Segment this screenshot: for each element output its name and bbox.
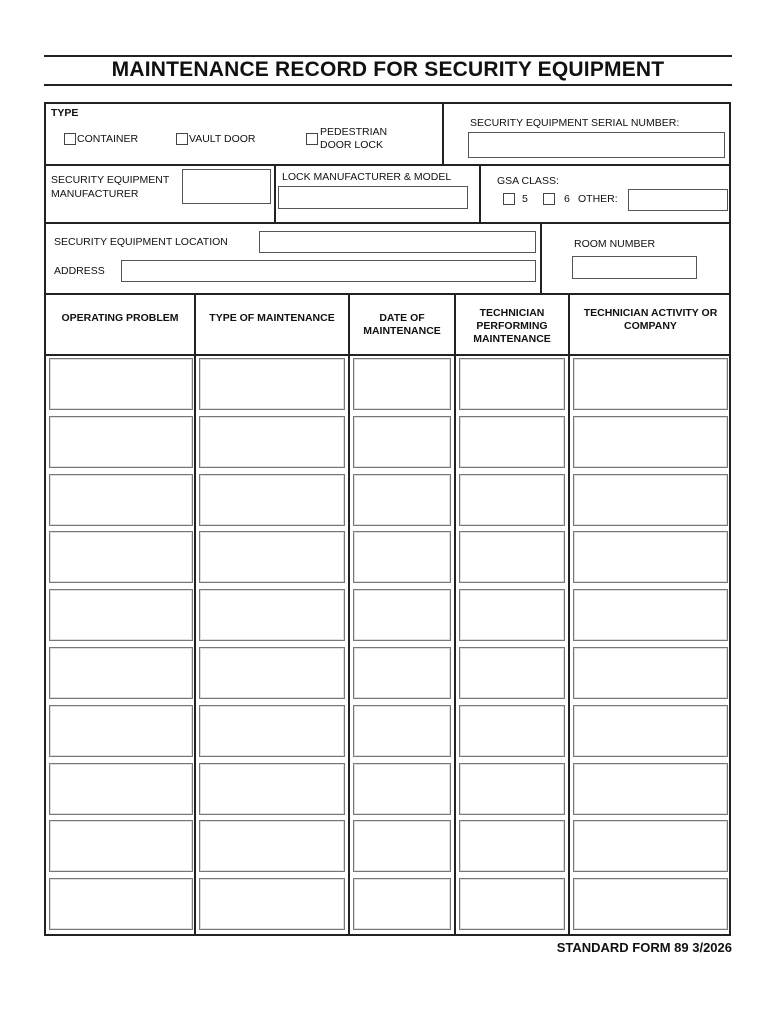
address-field[interactable] (121, 260, 536, 282)
record-cell-operating-problem[interactable] (49, 416, 193, 468)
column-header-technician: TECHNICIAN PERFORMING MAINTENANCE (473, 307, 551, 345)
column-divider (568, 293, 570, 936)
address-label: ADDRESS (54, 265, 105, 277)
record-cell-technician-performing[interactable] (459, 763, 565, 815)
column-header-technician-activity: TECHNICIAN ACTIVITY OR COMPANY (583, 307, 718, 332)
lock-manufacturer-field[interactable] (278, 186, 468, 209)
type-label: TYPE (51, 107, 79, 119)
record-cell-technician-performing[interactable] (459, 358, 565, 410)
gsa-class-5-label: 5 (522, 193, 528, 205)
record-cell-operating-problem[interactable] (49, 878, 193, 930)
record-cell-date-of-maintenance[interactable] (353, 820, 451, 872)
column-header-type-of-maintenance: TYPE OF MAINTENANCE (209, 312, 335, 324)
record-cell-date-of-maintenance[interactable] (353, 416, 451, 468)
record-cell-technician-activity[interactable] (573, 531, 728, 583)
record-cell-operating-problem[interactable] (49, 763, 193, 815)
record-cell-date-of-maintenance[interactable] (353, 763, 451, 815)
pedestrian-label: PEDESTRIAN (320, 126, 388, 138)
location-field[interactable] (259, 231, 536, 253)
record-cell-operating-problem[interactable] (49, 531, 193, 583)
record-cell-type-of-maintenance[interactable] (199, 763, 345, 815)
container-label: CONTAINER (77, 133, 139, 145)
column-header-operating-problem: OPERATING PROBLEM (61, 312, 179, 324)
record-cell-date-of-maintenance[interactable] (353, 474, 451, 526)
record-cell-type-of-maintenance[interactable] (199, 589, 345, 641)
record-cell-technician-activity[interactable] (573, 358, 728, 410)
top-rule (44, 55, 732, 57)
record-cell-technician-activity[interactable] (573, 416, 728, 468)
gsa-other-label: OTHER: (578, 193, 618, 205)
gsa-class-6-checkbox[interactable] (543, 193, 555, 205)
container-checkbox[interactable] (64, 133, 76, 145)
record-cell-operating-problem[interactable] (49, 358, 193, 410)
column-header-date-of-maintenance: DATE OF MAINTENANCE (363, 312, 441, 337)
serial-number-label: SECURITY EQUIPMENT SERIAL NUMBER: (470, 117, 680, 129)
record-cell-type-of-maintenance[interactable] (199, 705, 345, 757)
record-cell-technician-performing[interactable] (459, 474, 565, 526)
room-number-label: ROOM NUMBER (574, 238, 656, 250)
gsa-other-field[interactable] (628, 189, 728, 211)
record-cell-operating-problem[interactable] (49, 474, 193, 526)
divider (479, 164, 481, 222)
record-cell-technician-performing[interactable] (459, 878, 565, 930)
pedestrian-door-lock-checkbox[interactable] (306, 133, 318, 145)
record-cell-type-of-maintenance[interactable] (199, 474, 345, 526)
door-lock-label: DOOR LOCK (320, 139, 384, 151)
record-cell-operating-problem[interactable] (49, 705, 193, 757)
record-cell-technician-activity[interactable] (573, 763, 728, 815)
record-cell-type-of-maintenance[interactable] (199, 647, 345, 699)
divider (46, 354, 731, 356)
divider (540, 222, 542, 293)
record-cell-type-of-maintenance[interactable] (199, 416, 345, 468)
record-cell-technician-performing[interactable] (459, 531, 565, 583)
maintenance-form (44, 102, 731, 936)
record-cell-date-of-maintenance[interactable] (353, 705, 451, 757)
serial-number-field[interactable] (468, 132, 725, 158)
record-cell-operating-problem[interactable] (49, 589, 193, 641)
record-cell-date-of-maintenance[interactable] (353, 531, 451, 583)
gsa-class-label: GSA CLASS: (497, 175, 559, 187)
record-cell-technician-activity[interactable] (573, 647, 728, 699)
record-cell-date-of-maintenance[interactable] (353, 358, 451, 410)
divider (274, 164, 276, 222)
record-cell-type-of-maintenance[interactable] (199, 878, 345, 930)
lock-manufacturer-label: LOCK MANUFACTURER & MODEL (282, 171, 452, 183)
column-divider (194, 293, 196, 936)
record-cell-type-of-maintenance[interactable] (199, 358, 345, 410)
manufacturer-label-line1: SECURITY EQUIPMENT (51, 174, 170, 186)
divider (46, 164, 731, 166)
record-cell-technician-performing[interactable] (459, 416, 565, 468)
divider (46, 222, 731, 224)
vault-door-label: VAULT DOOR (189, 133, 256, 145)
form-number: STANDARD FORM 89 3/2026 (556, 940, 732, 955)
record-cell-technician-performing[interactable] (459, 589, 565, 641)
record-cell-technician-performing[interactable] (459, 647, 565, 699)
location-label: SECURITY EQUIPMENT LOCATION (54, 236, 228, 248)
divider (46, 293, 731, 295)
record-cell-type-of-maintenance[interactable] (199, 820, 345, 872)
column-divider (348, 293, 350, 936)
room-number-field[interactable] (572, 256, 697, 279)
record-cell-type-of-maintenance[interactable] (199, 531, 345, 583)
vault-door-checkbox[interactable] (176, 133, 188, 145)
record-cell-technician-activity[interactable] (573, 820, 728, 872)
record-cell-technician-activity[interactable] (573, 474, 728, 526)
title-rule (44, 84, 732, 86)
record-cell-technician-activity[interactable] (573, 878, 728, 930)
form-title: MAINTENANCE RECORD FOR SECURITY EQUIPMENT (111, 58, 665, 81)
record-cell-date-of-maintenance[interactable] (353, 878, 451, 930)
record-cell-operating-problem[interactable] (49, 647, 193, 699)
manufacturer-label-line2: MANUFACTURER (51, 188, 139, 200)
record-cell-operating-problem[interactable] (49, 820, 193, 872)
divider (442, 104, 444, 164)
gsa-class-5-checkbox[interactable] (503, 193, 515, 205)
record-cell-technician-activity[interactable] (573, 589, 728, 641)
record-cell-date-of-maintenance[interactable] (353, 589, 451, 641)
column-divider (454, 293, 456, 936)
gsa-class-6-label: 6 (564, 193, 570, 205)
record-cell-technician-performing[interactable] (459, 820, 565, 872)
record-cell-technician-activity[interactable] (573, 705, 728, 757)
manufacturer-field[interactable] (182, 169, 271, 204)
record-cell-technician-performing[interactable] (459, 705, 565, 757)
record-cell-date-of-maintenance[interactable] (353, 647, 451, 699)
